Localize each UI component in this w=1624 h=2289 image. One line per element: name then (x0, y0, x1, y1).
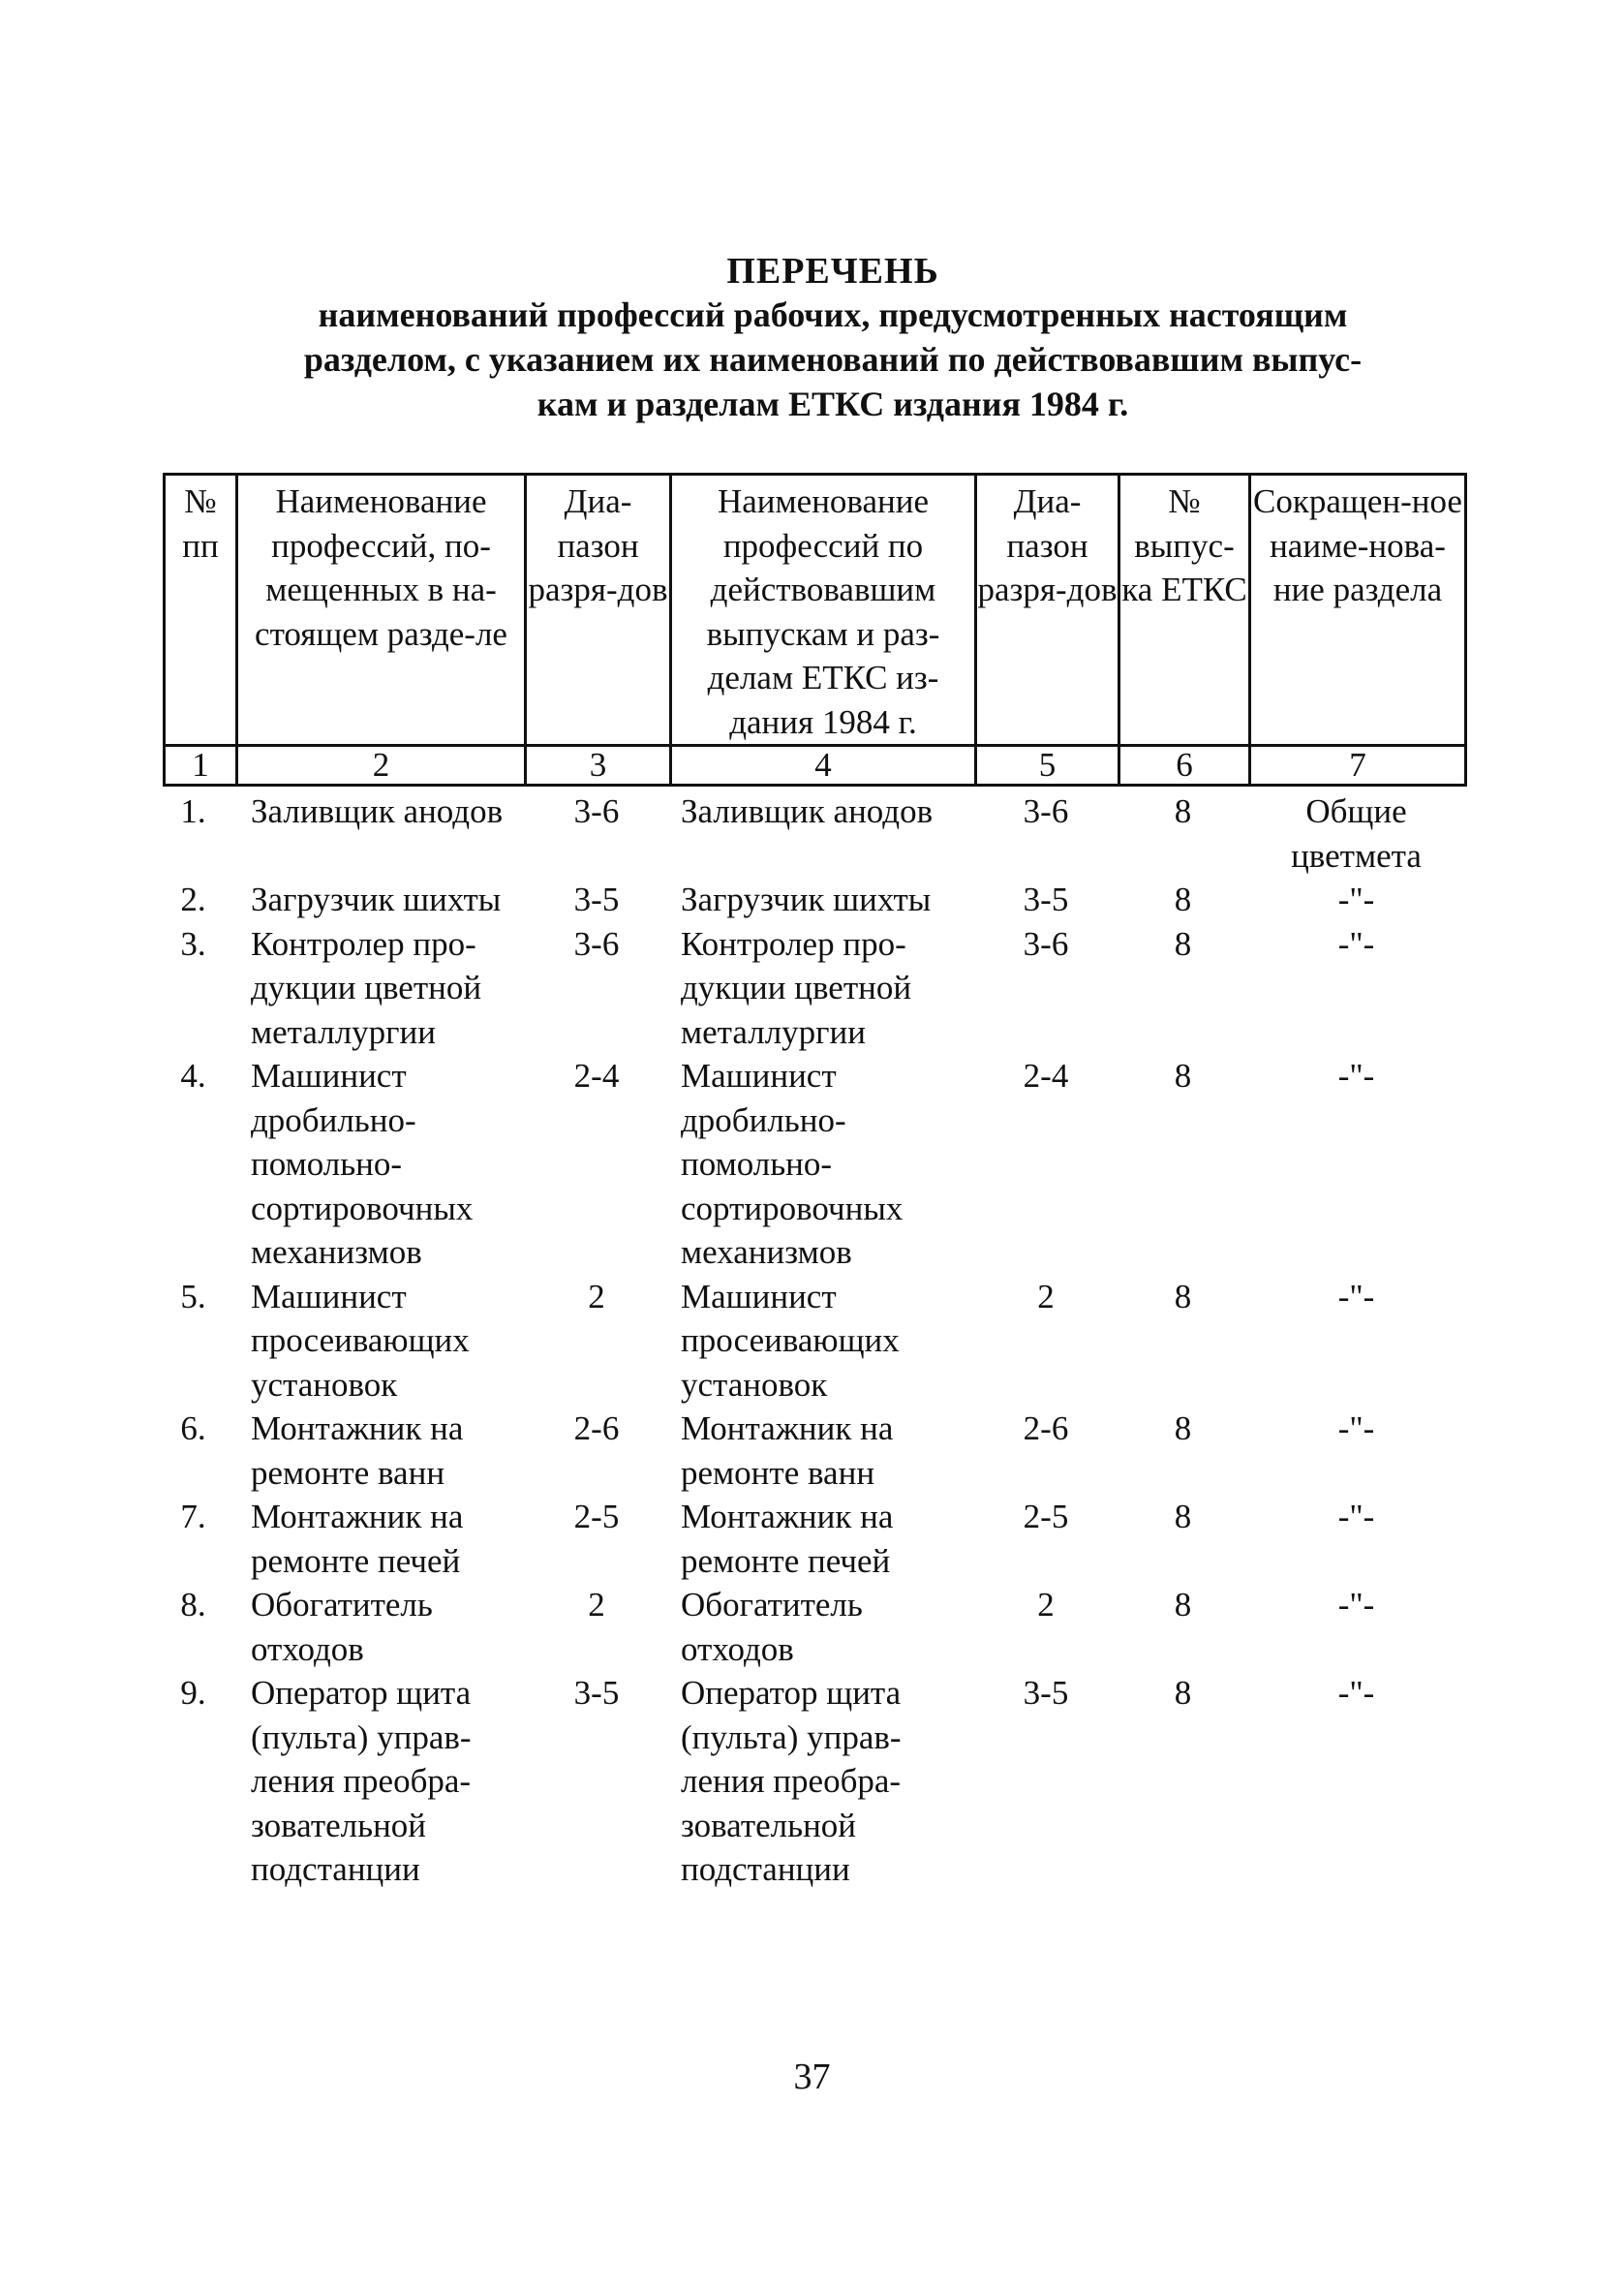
old-profession-name: Машинист дробильно-помольно-сортировочных механизмов (681, 1057, 904, 1271)
table-row (163, 1495, 1464, 1583)
header-cell-issue: № выпус-ка ЕТКС (1119, 475, 1250, 746)
table-row (163, 878, 1464, 922)
old-grade-range: 3-6 (1023, 792, 1069, 830)
section-name: -"- (1337, 881, 1375, 918)
row-number: 1. (180, 792, 206, 830)
table-row (163, 1583, 1464, 1671)
column-number: 2 (237, 746, 526, 786)
profession-name: Оператор щита (пульта) управ-ления преобра-зовательной подстанции (251, 1674, 472, 1888)
row-number: 7. (180, 1498, 206, 1535)
section-name: Общие цветмета (1291, 792, 1422, 875)
section-name: -"- (1337, 1498, 1375, 1535)
etks-issue: 8 (1174, 1498, 1192, 1535)
old-grade-range: 2-5 (1023, 1498, 1069, 1535)
profession-name: Заливщик анодов (251, 792, 504, 830)
column-number: 3 (526, 746, 671, 786)
profession-name: Монтажник на ремонте ванн (251, 1409, 464, 1492)
header-cell-name: Наименование профессий, по-мещенных в на-стоящем разде-ле (237, 475, 526, 746)
old-profession-name: Заливщик анодов (681, 792, 934, 830)
header-cell-old-name: Наименование профессий по действовавшим выпускам и раз-делам ЕТКС из-дания 1984 г. (671, 475, 976, 746)
grade-range: 2 (588, 1277, 605, 1315)
row-number: 8. (180, 1586, 206, 1624)
old-profession-name: Машинист просеивающих установок (681, 1277, 900, 1404)
table-row (163, 789, 1464, 878)
table-rows (163, 789, 1464, 1892)
old-profession-name: Контролер про-дукции цветной металлургии (681, 924, 912, 1051)
table-row (163, 1407, 1464, 1495)
table-body (163, 789, 1464, 1892)
row-number: 2. (180, 881, 206, 918)
old-grade-range: 2 (1037, 1277, 1055, 1315)
section-name: -"- (1337, 1409, 1375, 1447)
profession-name: Машинист просеивающих установок (251, 1277, 470, 1404)
old-grade-range: 2-6 (1023, 1409, 1069, 1447)
grade-range: 3-6 (573, 792, 620, 830)
row-number: 9. (180, 1674, 206, 1712)
etks-issue: 8 (1174, 1409, 1192, 1447)
section-name: -"- (1337, 1277, 1375, 1315)
table-row (163, 1054, 1464, 1275)
etks-issue: 8 (1174, 924, 1192, 963)
column-number: 4 (671, 746, 976, 786)
etks-issue: 8 (1174, 1586, 1192, 1624)
old-profession-name: Монтажник на ремонте печей (681, 1498, 894, 1580)
section-name: -"- (1337, 1586, 1375, 1624)
old-profession-name: Обогатитель отходов (681, 1586, 863, 1668)
header-row (165, 475, 1466, 746)
section-name: -"- (1337, 1674, 1375, 1712)
old-grade-range: 3-6 (1023, 924, 1069, 963)
grade-range: 2-6 (573, 1409, 620, 1447)
header-cell-num: № пп (165, 475, 237, 746)
profession-name: Обогатитель отходов (251, 1586, 433, 1668)
column-number: 7 (1250, 746, 1466, 786)
old-grade-range: 3-5 (1023, 881, 1069, 918)
document-title (281, 250, 1385, 426)
etks-issue: 8 (1174, 1674, 1192, 1712)
grade-range: 3-5 (573, 881, 620, 918)
table-row (163, 1275, 1464, 1407)
etks-issue: 8 (1174, 792, 1192, 830)
old-profession-name: Монтажник на ремонте ванн (681, 1409, 894, 1492)
header-cell-range: Диа-пазон разря-дов (526, 475, 671, 746)
old-profession-name: Загрузчик шихты (681, 881, 932, 918)
profession-name: Машинист дробильно-помольно-сортировочных механизмов (251, 1057, 474, 1271)
grade-range: 2-5 (573, 1498, 620, 1535)
header-cell-old-range: Диа-пазон разря-дов (976, 475, 1119, 746)
etks-issue: 8 (1174, 881, 1192, 918)
row-number: 3. (180, 924, 206, 963)
grade-range: 2-4 (573, 1057, 620, 1095)
profession-name: Монтажник на ремонте печей (251, 1498, 464, 1580)
etks-issue: 8 (1174, 1057, 1192, 1095)
old-grade-range: 3-5 (1023, 1674, 1069, 1712)
table-header (163, 473, 1467, 787)
row-number: 4. (180, 1057, 206, 1095)
column-number: 5 (976, 746, 1119, 786)
old-profession-name: Оператор щита (пульта) управ-ления преобра-зовательной подстанции (681, 1674, 902, 1888)
old-grade-range: 2-4 (1023, 1057, 1069, 1095)
title-subtitle: наименований профессий рабочих, предусмотренных настоящим разделом, с указанием их наименований по действовавшим выпус-кам и разделам ЕТКС издания 1984 г. (303, 295, 1363, 423)
header-cell-section: Сокращен-ное наиме-нова-ние раздела (1250, 475, 1466, 746)
column-number: 6 (1119, 746, 1250, 786)
old-grade-range: 2 (1037, 1586, 1055, 1624)
column-number-row (165, 746, 1466, 786)
title-main: ПЕРЕЧЕНЬ (726, 251, 939, 292)
column-number: 1 (165, 746, 237, 786)
table-row (163, 922, 1464, 1055)
row-number: 6. (180, 1409, 206, 1447)
grade-range: 2 (588, 1586, 605, 1624)
page-number: 37 (793, 2057, 831, 2097)
table-row (163, 1671, 1464, 1892)
grade-range: 3-6 (573, 924, 620, 963)
grade-range: 3-5 (573, 1674, 620, 1712)
section-name: -"- (1337, 924, 1375, 963)
profession-name: Загрузчик шихты (251, 881, 502, 918)
section-name: -"- (1337, 1057, 1375, 1095)
etks-issue: 8 (1174, 1277, 1192, 1315)
profession-name: Контролер про-дукции цветной металлургии (251, 924, 482, 1051)
row-number: 5. (180, 1277, 206, 1315)
